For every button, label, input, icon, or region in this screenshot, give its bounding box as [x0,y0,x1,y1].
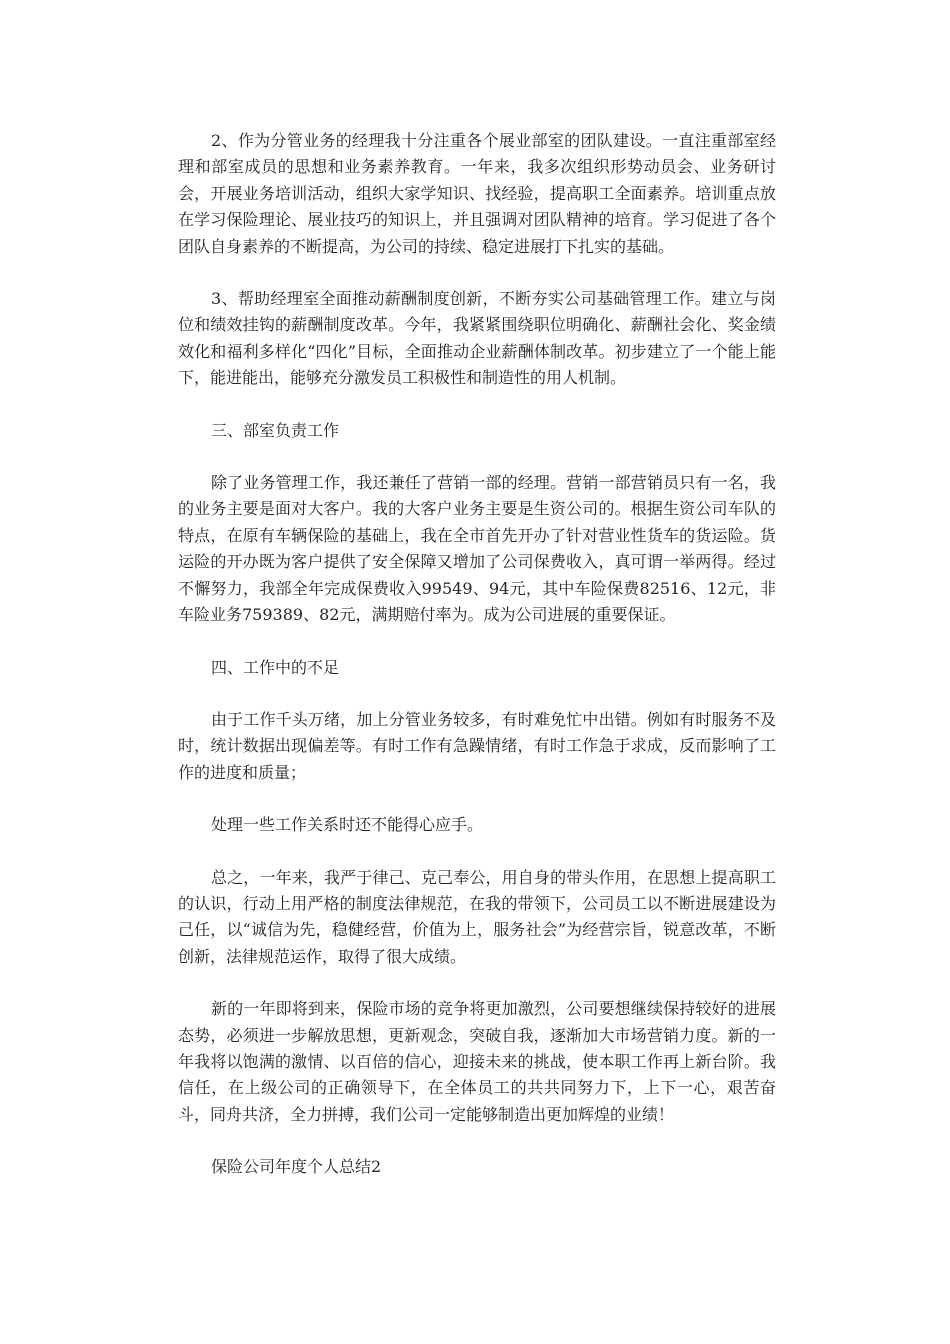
paragraph-work-relations: 处理一些工作关系时还不能得心应手。 [211,815,484,835]
section-heading-department-work: 三、部室负责工作 [211,420,340,440]
section-heading-shortcomings: 四、工作中的不足 [211,657,340,677]
paragraph-team-building: 2、作为分管业务的经理我十分注重各个展业部室的团队建设。一直注重部室经理和部室成员的思想和业务素养教育。一年来，我多次组织形势动员会、业务研讨会，开展业务培训活动，组织大家学知识、找经验，提高职工全面素养。培训重点放在学习保险理论、展业技巧的知识上，并且强调对团队精神的培育。学习促进了各个团队自身素养的不断提高，为公司的持续、稳定进展打下扎实的基础。 [178,131,776,256]
paragraph-salary-reform: 3、帮助经理室全面推动薪酬制度创新，不断夯实公司基础管理工作。建立与岗位和绩效挂钩的薪酬制度改革。今年，我紧紧围绕职位明确化、薪酬社会化、奖金绩效化和福利多样化“四化”目标，全面推动企业薪酬体制改革。初步建立了一个能上能下，能进能出，能够充分激发员工积极性和制造性的用人机制。 [178,289,776,388]
paragraph-marketing-department: 除了业务管理工作，我还兼任了营销一部的经理。营销一部营销员只有一名，我的业务主要是面对大客户。我的大客户业务主要是生资公司的。根据生资公司车队的特点，在原有车辆保险的基础上，我在全市首先开办了针对营业性货车的货运险。货运险的开办既为客户提供了安全保障又增加了公司保费收入，真可谓一举两得。经过不懈努力，我部全年完成保费收入99549、94元，其中车险保费82516、12元，非车险业务759389、82元，满期赔付率为。成为公司进展的重要保证。 [178,473,776,625]
paragraph-summary: 总之，一年来，我严于律己、克己奉公，用自身的带头作用，在思想上提高职工的认识，行动上用严格的制度法律规范，在我的带领下，公司员工以不断进展建设为己任，以“诚信为先，稳健经营，价值为上，服务社会”为经营宗旨，锐意改革，不断创新，法律规范运作，取得了很大成绩。 [178,867,776,966]
paragraph-new-year-outlook: 新的一年即将到来，保险市场的竞争将更加激烈，公司要想继续保持较好的进展态势，必须进一步解放思想，更新观念，突破自我，逐渐加大市场营销力度。新的一年我将以饱满的激情、以百倍的信心，迎接未来的挑战，使本职工作再上新台阶。我信任，在上级公司的正确领导下，在全体员工的共共同努力下，上下一心，艰苦奋斗，同舟共济，全力拼搏，我们公司一定能够制造出更加辉煌的业绩！ [178,999,776,1124]
document-body [178,128,776,1207]
section-heading-summary-2: 保险公司年度个人总结2 [211,1157,382,1177]
paragraph-shortcomings: 由于工作千头万绪，加上分管业务较多，有时难免忙中出错。例如有时服务不及时，统计数据出现偏差等。有时工作有急躁情绪，有时工作急于求成，反而影响了工作的进度和质量； [178,709,776,782]
